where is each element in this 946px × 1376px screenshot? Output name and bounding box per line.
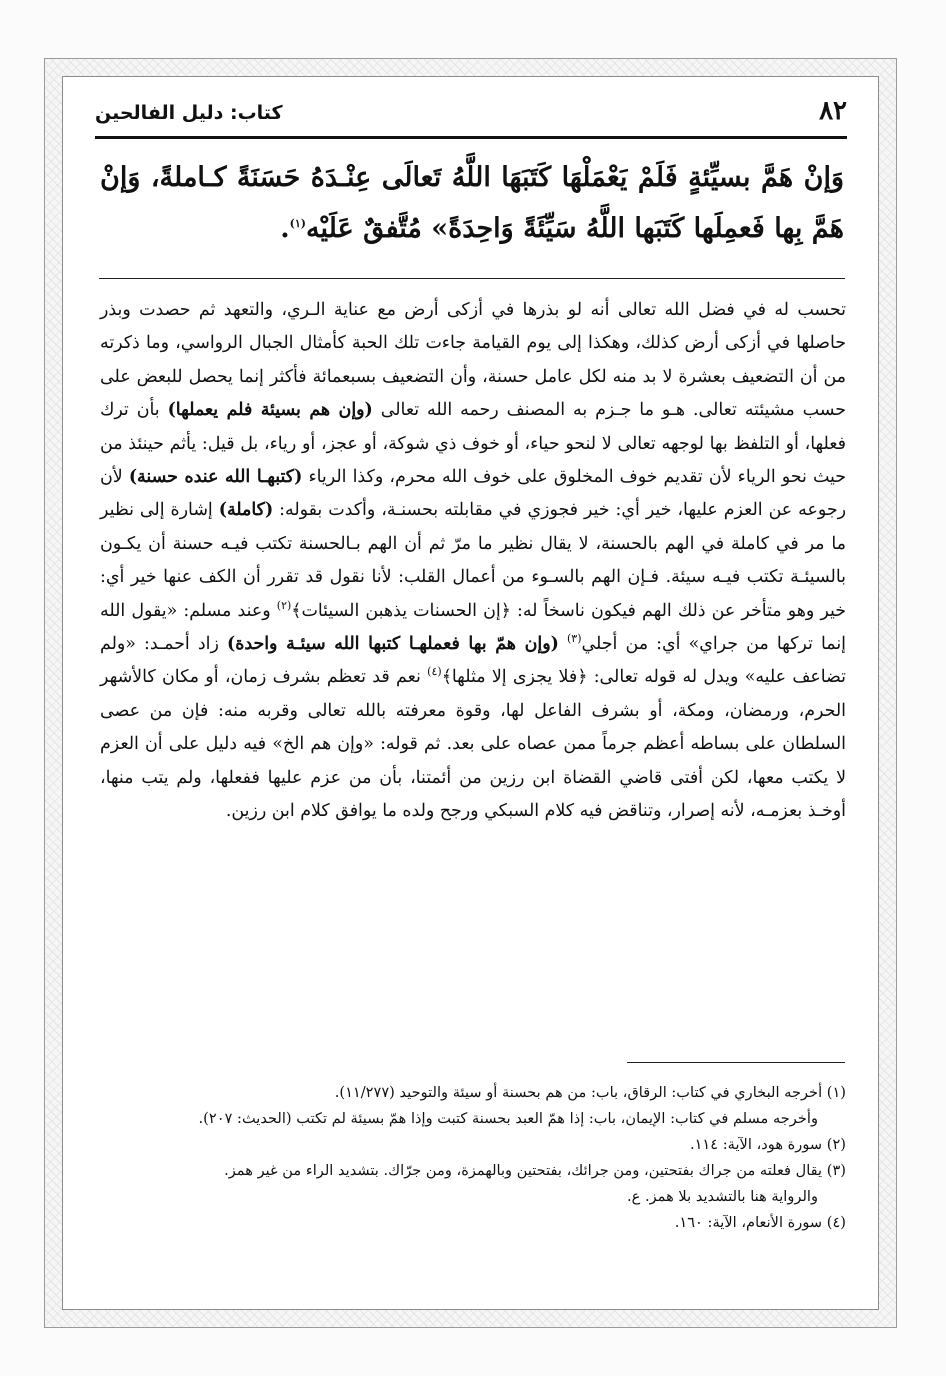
quoted-phrase: (كتبهـا الله عنده حسنة) <box>128 467 303 488</box>
footnote-1-continued: وأخرجه مسلم في كتاب: الإيمان، باب: إذا همّ العبد بحسنة كتبت وإذا همّ بسيئة لم تكتب (الحديث: ٢٠٧). <box>198 1110 818 1127</box>
footnote-ref: (٣) <box>567 632 582 646</box>
footnote-1: (١) أخرجه البخاري في كتاب: الرقاق، باب: من هم بحسنة أو سيئة والتوحيد (١١/٢٧٧). <box>334 1084 846 1101</box>
quoted-phrase: (وإن همّ بها فعملهـا كتبها الله سيئـة واحدة) <box>227 634 559 655</box>
footnote-3: (٣) يقال فعلته من جراك بفتحتين، ومن جرائك، بفتحتين وبالهمزة، ومن جرّاك. بتشديد الراء من غير همز. <box>224 1162 846 1179</box>
hadith-text <box>100 152 844 254</box>
commentary-paragraph <box>100 294 846 829</box>
commentary-text: زاد أحمـد: «ولم تضاعف عليه» ويدل له قوله تعالى: ﴿فلا يجزى إلا مثلها﴾ <box>100 634 846 688</box>
footnote-ref: (٤) <box>427 665 442 679</box>
commentary-text: تحسب له في فضل الله تعالى أنه لو بذرها في أزكى أرض مع عناية الـري، والتعهد ثم حصدت وبذر حاصلها في أزكى أرض كذلك، وهكذا إلى يوم القيامة جاءت تلك الحبة كأمثال الجبال الرواسي، وما ذكرته من أن التضعيف بعشرة لا بد منه لكل عامل حسنة، وأن التضعيف بسبعمائة فأكثر إنما يحصل للبعض على حسب مشيئته تعالى. هـو ما جـزم به المصنف رحمه الله تعالى <box>100 300 846 421</box>
commentary-text: بأن ترك فعلها، أو التلفظ بها لوجهه تعالى لا لنحو حياء، أو خوف ذي شوكة، أو عجز، أو رياء، بل قيل: يأثم حينئذ من حيث نحو الرياء لأن تقديم خوف المخلوق على خوف الله محرم، وكذا الرياء <box>100 400 847 488</box>
footnote-2: (٢) سورة هود، الآية: ١١٤. <box>689 1136 846 1153</box>
header-rule <box>95 136 847 139</box>
page-number: ٨٢ <box>819 96 847 126</box>
hadith-footnote-ref: (١) <box>289 217 307 230</box>
footnote-divider <box>627 1062 845 1063</box>
book-title: كتاب: دليل الفالحين <box>95 102 283 124</box>
section-divider <box>99 278 845 279</box>
footnote-4: (٤) سورة الأنعام، الآية: ١٦٠. <box>674 1214 846 1231</box>
quoted-phrase: (وإن هم بسيئة فلم يعملها) <box>167 400 373 421</box>
commentary-text: وعند مسلم: «يقول الله إنما تركها من جراي» أي: من أجلي <box>100 600 847 655</box>
footnote-3-continued: والرواية هنا بالتشديد بلا همز. ع. <box>626 1188 818 1205</box>
running-header <box>95 92 847 138</box>
commentary-text: نعم قد تعظم بشرف زمان، أو مكان كالأشهر الحرم، ورمضان، ومكة، أو بشرف الفاعل لها، وقوة معرفته بالله تعالى وقربه منه: فإن من عصى السلطان على بساطه أعظم جرماً ممن عصاه على بعد. ثم قوله: «وإن هم الخ» فيه دليل على أن العزم لا يكتب معها، لكن أفتى قاضي القضاة ابن رزين من أئمتنا، بأن من عزم عليها ففعلها، ولم يتب منها، أوخـذ بعزمـه، لأنه إصرار، وتناقض فيه كلام السبكي ورجح ولده ما يوافق كلام ابن رزين. <box>100 667 846 822</box>
quoted-phrase: (كاملة) <box>218 500 274 521</box>
hadith-body: وَإنْ هَمَّ بسيِّئةٍ فَلَمْ يَعْمَلْهَا كَتَبَهَا اللَّهُ تَعالَى عِنْـدَهُ حَسَنَةً كـاملةً، وَإنْ هَمَّ بِها فَعمِلَها كَتَبَها اللَّهُ سَيِّئَةً وَاحِدَةً» مُتَّفقٌ عَلَيْه <box>100 162 844 244</box>
commentary-text: إشارة إلى نظير ما مر في كاملة في الهم بالحسنة، لا يقال نظير ما مرّ ثم أن الهم بـالحسنة تكتب فيـه حسنة أن يكـون بالسيئـة تكتب فيـه سيئة. فـإن الهم بالسـوء من أعمال القلب: لأنا نقول قد تقرر أن الكف عنها خير أي: خير وهو متأخر عن ذلك الهم فيكون ناسخاً له: ﴿إن الحسنات يذهبن السيئات﴾ <box>100 500 846 621</box>
footnote-ref: (٢) <box>276 598 292 612</box>
hadith-end: . <box>280 213 290 244</box>
footnotes <box>100 1080 846 1236</box>
commentary-text: لأن رجوعه عن العزم عليها، خير أي: خير فجوزي في مقابلته بحسنـة، وأكدت بقوله: <box>100 467 847 521</box>
